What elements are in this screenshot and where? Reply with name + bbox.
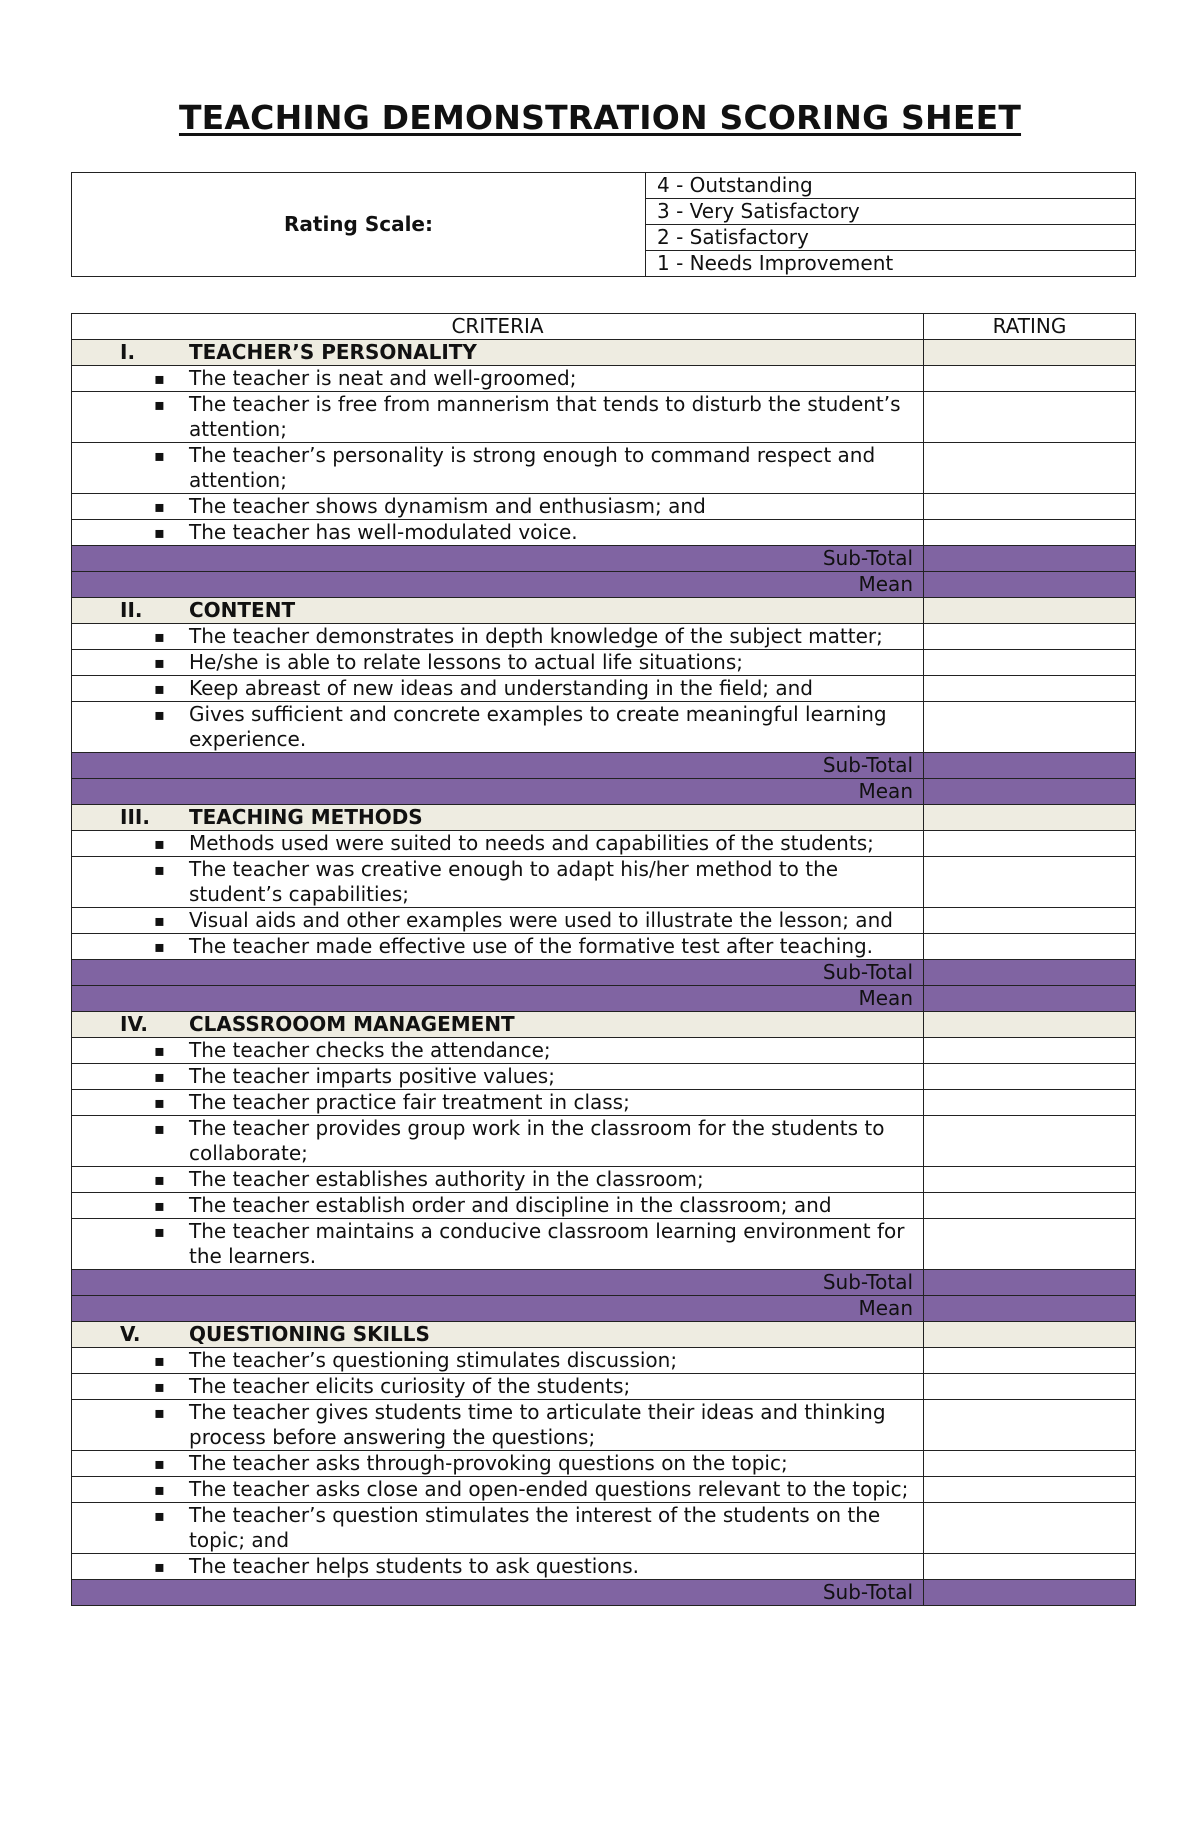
criterion-text: The teacher establishes authority in the classroom; <box>189 1167 704 1191</box>
criterion-row <box>72 1167 1136 1193</box>
bullet-icon: ▪ <box>154 911 165 930</box>
section-number: II. <box>120 598 143 622</box>
subtotal-value-cell[interactable] <box>924 1270 1136 1296</box>
criterion-cell <box>72 1400 924 1451</box>
criterion-text: The teacher made effective use of the formative test after teaching. <box>189 934 874 958</box>
mean-value-cell[interactable] <box>924 986 1136 1012</box>
bullet-icon: ▪ <box>154 1351 165 1370</box>
criterion-cell <box>72 443 924 494</box>
criterion-cell <box>72 392 924 443</box>
criterion-row <box>72 1090 1136 1116</box>
section-row <box>72 1322 1136 1348</box>
bullet-icon: ▪ <box>154 1067 165 1086</box>
section-number: IV. <box>120 1012 148 1036</box>
criteria-header: CRITERIA <box>72 314 924 340</box>
bullet-icon: ▪ <box>154 627 165 646</box>
criterion-text: Keep abreast of new ideas and understanding in the field; and <box>189 676 813 700</box>
criterion-cell <box>72 1167 924 1193</box>
subtotal-value-cell[interactable] <box>924 753 1136 779</box>
subtotal-label: Sub-Total <box>72 546 924 572</box>
section-title-cell <box>72 1322 924 1348</box>
criterion-row <box>72 1374 1136 1400</box>
bullet-icon: ▪ <box>154 653 165 672</box>
criterion-row <box>72 1038 1136 1064</box>
rating-cell[interactable] <box>924 340 1136 366</box>
subtotal-label: Sub-Total <box>72 1270 924 1296</box>
bullet-icon: ▪ <box>154 937 165 956</box>
criterion-text: The teacher helps students to ask questions. <box>189 1554 639 1578</box>
rating-cell[interactable] <box>924 1477 1136 1503</box>
bullet-icon: ▪ <box>154 523 165 542</box>
rating-cell[interactable] <box>924 392 1136 443</box>
rating-cell[interactable] <box>924 676 1136 702</box>
subtotal-row <box>72 960 1136 986</box>
criterion-text: The teacher practice fair treatment in class; <box>189 1090 630 1114</box>
criterion-text: The teacher asks close and open-ended questions relevant to the topic; <box>189 1477 909 1501</box>
mean-row <box>72 779 1136 805</box>
section-number: III. <box>120 805 150 829</box>
bullet-icon: ▪ <box>154 446 165 465</box>
rating-cell[interactable] <box>924 1193 1136 1219</box>
criterion-cell <box>72 934 924 960</box>
bullet-icon: ▪ <box>154 1093 165 1112</box>
mean-row <box>72 1296 1136 1322</box>
criterion-text: Methods used were suited to needs and capabilities of the students; <box>189 831 874 855</box>
rating-cell[interactable] <box>924 1400 1136 1451</box>
criterion-cell <box>72 1038 924 1064</box>
criterion-cell <box>72 1477 924 1503</box>
rating-cell[interactable] <box>924 1012 1136 1038</box>
rating-cell[interactable] <box>924 1451 1136 1477</box>
criterion-text: Visual aids and other examples were used to illustrate the lesson; and <box>189 908 893 932</box>
bullet-icon: ▪ <box>154 834 165 853</box>
rating-cell[interactable] <box>924 857 1136 908</box>
criterion-cell <box>72 1451 924 1477</box>
criterion-cell <box>72 366 924 392</box>
rating-option: 2 - Satisfactory <box>646 225 1136 251</box>
mean-label: Mean <box>72 986 924 1012</box>
criterion-row <box>72 1451 1136 1477</box>
criterion-text: The teacher has well-modulated voice. <box>189 520 578 544</box>
bullet-icon: ▪ <box>154 679 165 698</box>
rating-cell[interactable] <box>924 831 1136 857</box>
criterion-row <box>72 443 1136 494</box>
criterion-row <box>72 1219 1136 1270</box>
section-title: CLASSROOOM MANAGEMENT <box>189 1012 515 1036</box>
criterion-row <box>72 908 1136 934</box>
criterion-cell <box>72 520 924 546</box>
criterion-row <box>72 934 1136 960</box>
mean-label: Mean <box>72 1296 924 1322</box>
rating-cell[interactable] <box>924 1322 1136 1348</box>
rating-cell[interactable] <box>924 598 1136 624</box>
section-row <box>72 340 1136 366</box>
section-number: I. <box>120 340 136 364</box>
rating-cell[interactable] <box>924 1219 1136 1270</box>
criterion-text: The teacher establish order and discipline in the classroom; and <box>189 1193 832 1217</box>
section-title-cell <box>72 340 924 366</box>
bullet-icon: ▪ <box>154 395 165 414</box>
criterion-cell <box>72 908 924 934</box>
subtotal-label: Sub-Total <box>72 1580 924 1606</box>
criterion-text: The teacher demonstrates in depth knowledge of the subject matter; <box>189 624 883 648</box>
criterion-cell <box>72 1090 924 1116</box>
rating-cell[interactable] <box>924 908 1136 934</box>
bullet-icon: ▪ <box>154 1196 165 1215</box>
subtotal-row <box>72 546 1136 572</box>
bullet-icon: ▪ <box>154 1222 165 1241</box>
section-title: QUESTIONING SKILLS <box>189 1322 430 1346</box>
rating-cell[interactable] <box>924 805 1136 831</box>
bullet-icon: ▪ <box>154 497 165 516</box>
rating-option: 3 - Very Satisfactory <box>646 199 1136 225</box>
subtotal-label: Sub-Total <box>72 960 924 986</box>
rating-option: 4 - Outstanding <box>646 173 1136 199</box>
criterion-row <box>72 1348 1136 1374</box>
page-title: TEACHING DEMONSTRATION SCORING SHEET <box>178 98 1022 137</box>
bullet-icon: ▪ <box>154 1557 165 1576</box>
bullet-icon: ▪ <box>154 369 165 388</box>
bullet-icon: ▪ <box>154 1170 165 1189</box>
rating-cell[interactable] <box>924 1167 1136 1193</box>
criterion-text: The teacher gives students time to articulate their ideas and thinking process before answering the questions; <box>189 1400 886 1449</box>
criterion-row <box>72 1193 1136 1219</box>
mean-value-cell[interactable] <box>924 572 1136 598</box>
subtotal-row <box>72 1270 1136 1296</box>
criterion-cell <box>72 831 924 857</box>
criterion-cell <box>72 857 924 908</box>
criterion-cell <box>72 1503 924 1554</box>
subtotal-row <box>72 753 1136 779</box>
criterion-row <box>72 1477 1136 1503</box>
criterion-cell <box>72 624 924 650</box>
criterion-row <box>72 1554 1136 1580</box>
rating-cell[interactable] <box>924 934 1136 960</box>
mean-value-cell[interactable] <box>924 1296 1136 1322</box>
rating-scale-label: Rating Scale: <box>72 173 646 277</box>
section-number: V. <box>120 1322 141 1346</box>
section-title: CONTENT <box>189 598 296 622</box>
criterion-text: The teacher is free from mannerism that tends to disturb the student’s attention; <box>189 392 901 441</box>
criterion-text: The teacher elicits curiosity of the students; <box>189 1374 631 1398</box>
mean-label: Mean <box>72 572 924 598</box>
criterion-cell <box>72 1116 924 1167</box>
criterion-text: The teacher checks the attendance; <box>189 1038 551 1062</box>
subtotal-row <box>72 1580 1136 1606</box>
bullet-icon: ▪ <box>154 1119 165 1138</box>
criterion-text: He/she is able to relate lessons to actual life situations; <box>189 650 743 674</box>
rating-cell[interactable] <box>924 650 1136 676</box>
criterion-row <box>72 366 1136 392</box>
criterion-cell <box>72 676 924 702</box>
section-row <box>72 598 1136 624</box>
rating-header: RATING <box>924 314 1136 340</box>
rating-cell[interactable] <box>924 366 1136 392</box>
subtotal-label: Sub-Total <box>72 753 924 779</box>
bullet-icon: ▪ <box>154 1454 165 1473</box>
criterion-text: The teacher’s question stimulates the interest of the students on the topic; and <box>189 1503 881 1552</box>
criterion-row <box>72 831 1136 857</box>
bullet-icon: ▪ <box>154 705 165 724</box>
section-row <box>72 1012 1136 1038</box>
criteria-table <box>71 313 1136 1606</box>
criterion-cell <box>72 702 924 753</box>
criterion-cell <box>72 650 924 676</box>
bullet-icon: ▪ <box>154 1377 165 1396</box>
criterion-text: The teacher asks through-provoking questions on the topic; <box>189 1451 788 1475</box>
rating-cell[interactable] <box>924 1348 1136 1374</box>
mean-value-cell[interactable] <box>924 779 1136 805</box>
criterion-row <box>72 520 1136 546</box>
mean-row <box>72 986 1136 1012</box>
section-title-cell <box>72 805 924 831</box>
rating-cell[interactable] <box>924 1064 1136 1090</box>
rating-scale-table <box>71 172 1136 277</box>
criterion-row <box>72 494 1136 520</box>
section-title-cell <box>72 598 924 624</box>
criterion-row <box>72 676 1136 702</box>
criterion-row <box>72 624 1136 650</box>
criterion-cell <box>72 1348 924 1374</box>
criterion-cell <box>72 1374 924 1400</box>
criterion-text: The teacher imparts positive values; <box>189 1064 555 1088</box>
rating-cell[interactable] <box>924 443 1136 494</box>
criterion-cell <box>72 1193 924 1219</box>
rating-cell[interactable] <box>924 520 1136 546</box>
section-row <box>72 805 1136 831</box>
mean-label: Mean <box>72 779 924 805</box>
criterion-text: The teacher maintains a conducive classroom learning environment for the learners. <box>189 1219 905 1268</box>
criterion-row <box>72 1064 1136 1090</box>
criterion-row <box>72 1503 1136 1554</box>
rating-cell[interactable] <box>924 702 1136 753</box>
subtotal-value-cell[interactable] <box>924 1580 1136 1606</box>
criterion-row <box>72 857 1136 908</box>
mean-row <box>72 572 1136 598</box>
criterion-text: Gives sufficient and concrete examples to create meaningful learning experience. <box>189 702 887 751</box>
bullet-icon: ▪ <box>154 1506 165 1525</box>
criterion-text: The teacher was creative enough to adapt his/her method to the student’s capabilities; <box>189 857 839 906</box>
criterion-cell <box>72 1064 924 1090</box>
rating-cell[interactable] <box>924 1038 1136 1064</box>
criterion-row <box>72 1116 1136 1167</box>
rating-cell[interactable] <box>924 1554 1136 1580</box>
bullet-icon: ▪ <box>154 1041 165 1060</box>
rating-cell[interactable] <box>924 1503 1136 1554</box>
criterion-cell <box>72 494 924 520</box>
rating-cell[interactable] <box>924 494 1136 520</box>
criterion-text: The teacher provides group work in the classroom for the students to collaborate; <box>189 1116 885 1165</box>
rating-cell[interactable] <box>924 1116 1136 1167</box>
rating-option: 1 - Needs Improvement <box>646 251 1136 277</box>
section-title: TEACHER’S PERSONALITY <box>189 340 477 364</box>
criterion-cell <box>72 1554 924 1580</box>
section-title: TEACHING METHODS <box>189 805 423 829</box>
criterion-cell <box>72 1219 924 1270</box>
criterion-row <box>72 702 1136 753</box>
section-title-cell <box>72 1012 924 1038</box>
criterion-text: The teacher shows dynamism and enthusiasm; and <box>189 494 706 518</box>
subtotal-value-cell[interactable] <box>924 546 1136 572</box>
subtotal-value-cell[interactable] <box>924 960 1136 986</box>
criterion-row <box>72 392 1136 443</box>
criterion-row <box>72 650 1136 676</box>
bullet-icon: ▪ <box>154 1403 165 1422</box>
criterion-text: The teacher is neat and well-groomed; <box>189 366 577 390</box>
rating-cell[interactable] <box>924 624 1136 650</box>
bullet-icon: ▪ <box>154 1480 165 1499</box>
criterion-text: The teacher’s personality is strong enough to command respect and attention; <box>189 443 876 492</box>
criterion-row <box>72 1400 1136 1451</box>
rating-cell[interactable] <box>924 1090 1136 1116</box>
rating-cell[interactable] <box>924 1374 1136 1400</box>
bullet-icon: ▪ <box>154 860 165 879</box>
criterion-text: The teacher’s questioning stimulates discussion; <box>189 1348 678 1372</box>
